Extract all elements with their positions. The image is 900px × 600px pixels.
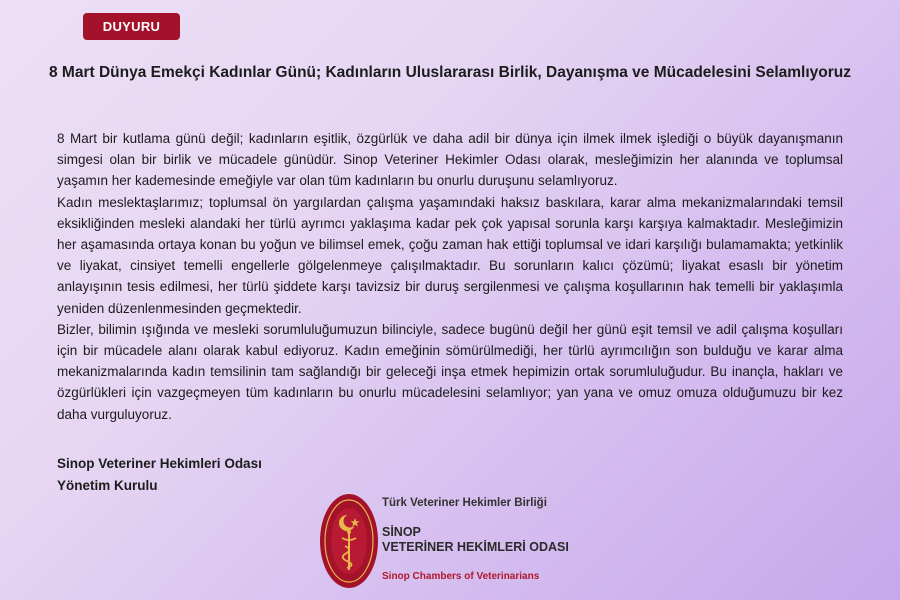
logo-name-line2: VETERİNER HEKİMLERİ ODASI xyxy=(382,540,569,554)
logo-chamber-name xyxy=(382,525,569,555)
badge-label: DUYURU xyxy=(102,19,161,34)
announcement-badge xyxy=(83,13,180,40)
logo-parent-org: Türk Veteriner Hekimler Birliği xyxy=(382,497,547,509)
signature-org: Sinop Veteriner Hekimleri Odası xyxy=(57,456,262,471)
logo-english-name: Sinop Chambers of Veterinarians xyxy=(382,571,540,582)
body-paragraph: 8 Mart bir kutlama günü değil; kadınların eşitlik, özgürlük ve daha adil bir dünya için ilmek ilmek işlediği o büyük dayanışmanın simgesi olan bir birlik ve mücadele günüdür. Sinop Veteriner Hekimler Odası olarak, mesleğimizin her alanında ve toplumsal yaşamın her kademesinde emeğiyle var olan tüm kadınların bu onurlu duruşunu selamlıyoruz. xyxy=(57,131,843,189)
body-paragraph: Kadın meslektaşlarımız; toplumsal ön yargılardan çalışma yaşamındaki haksız baskılara, karar alma mekanizmalarındaki temsil eksikliğinden mesleki alandaki her türlü ayrımcı yaklaşıma kadar pek çok yapısal sorunla karşı karşıya kalmaktadır. Mesleğimizin her aşamasında ortaya konan bu yoğun ve bilimsel emek, çoğu zaman hak ettiği toplumsal ve idari karşılığı bulamamakta; yetkinlik ve liyakat, cinsiyet temelli engellerle gölgelenmeye çalışılmaktadır. Bu sorunların kalıcı çözümü; liyakat esaslı bir yönetim anlayışının tesis edilmesi, her türlü şiddete karşı tavizsiz bir duruş sergilenmesi ve çalışma koşullarının hak temelli bir yaklaşımla yeniden düzenlenmesinden geçmektedir. xyxy=(57,194,843,316)
announcement-title: 8 Mart Dünya Emekçi Kadınlar Günü; Kadınların Uluslararası Birlik, Dayanışma ve Mücadelesini Selamlıyoruz xyxy=(49,64,851,81)
logo-name-line1: SİNOP xyxy=(382,525,421,539)
body-paragraph: Bizler, bilimin ışığında ve mesleki sorumluluğumuzun bilinciyle, sadece bugünü değil her günü eşit temsil ve adil çalışma koşulları için bir mücadele alanı olarak kabul ediyoruz. Kadın emeğinin sömürülmediği, her türlü ayrımcılığın son bulduğu ve karar alma mekanizmalarında kadın temsilinin tam sağlandığı bir geleceği inşa etmek hepimizin ortak sorumluluğudur. Bu inançla, hakları ve özgürlükleri için vazgeçmeyen tüm kadınların bu onurlu mücadelesini selamlıyor; yan yana ve omuz omuza olduğumuzu bir kez daha vurguluyoruz. xyxy=(57,321,843,422)
seal-icon xyxy=(320,494,378,588)
signature-block xyxy=(57,453,262,496)
announcement-body xyxy=(57,128,843,425)
signature-board: Yönetim Kurulu xyxy=(57,477,158,493)
